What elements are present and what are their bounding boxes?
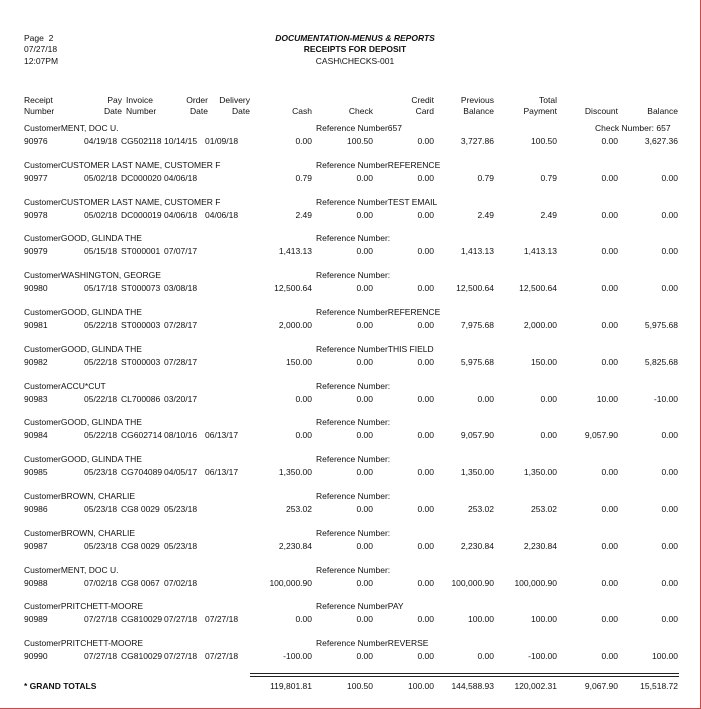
cell-check: 0.00 (356, 614, 373, 624)
cell-credit: 0.00 (417, 467, 434, 477)
cell-total: 253.02 (531, 504, 557, 514)
reference-number: Reference NumberPAY (316, 601, 404, 611)
cell-delivery-date: 04/06/18 (205, 210, 239, 220)
cell-previous: 7,975.68 (460, 320, 494, 330)
cell-invoice: CG602714 (121, 430, 163, 440)
cell-previous: 1,350.00 (460, 467, 494, 477)
cell-pay-date: 05/02/18 (84, 173, 118, 183)
cell-order-date: 05/23/18 (164, 504, 198, 514)
report-time: 12:07PM (24, 56, 59, 66)
cell-invoice: ST000001 (121, 246, 161, 256)
cell-credit: 0.00 (417, 357, 434, 367)
header-discount: Discount (584, 106, 618, 116)
cell-credit: 0.00 (417, 210, 434, 220)
customer-name: CustomerCUSTOMER LAST NAME, CUSTOMER F (24, 160, 221, 170)
cell-check: 0.00 (356, 210, 373, 220)
report-date: 07/27/18 (24, 44, 58, 54)
cell-cash: 0.79 (295, 173, 312, 183)
cell-order-date: 07/02/18 (164, 578, 198, 588)
cell-receipt: 90986 (24, 504, 48, 514)
cell-discount: 9,057.90 (584, 430, 618, 440)
cell-order-date: 03/20/17 (164, 394, 198, 404)
cell-receipt: 90989 (24, 614, 48, 624)
cell-receipt: 90979 (24, 246, 48, 256)
customer-name: CustomerMENT, DOC U. (24, 565, 119, 575)
header-total-1: Total (539, 95, 557, 105)
cell-discount: 0.00 (601, 210, 618, 220)
customer-name: CustomerGOOD, GLINDA THE (24, 233, 142, 243)
header-receipt-1: Receipt (24, 95, 53, 105)
cell-balance: 0.00 (661, 283, 678, 293)
cell-total: 100,000.90 (514, 578, 557, 588)
cell-balance: 0.00 (661, 246, 678, 256)
customer-name: CustomerACCU*CUT (24, 381, 106, 391)
cell-discount: 0.00 (601, 651, 618, 661)
cell-order-date: 07/28/17 (164, 357, 198, 367)
cell-discount: 0.00 (601, 246, 618, 256)
reference-number: Reference Number657 (316, 123, 402, 133)
cell-previous: 100,000.90 (451, 578, 494, 588)
cell-invoice: DC000020 (121, 173, 162, 183)
header-credit-2: Card (415, 106, 434, 116)
reference-number: Reference Number: (316, 233, 391, 243)
cell-cash: 253.02 (286, 504, 312, 514)
cell-delivery-date: 01/09/18 (205, 136, 239, 146)
cell-invoice: CL700086 (121, 394, 161, 404)
cell-pay-date: 05/22/18 (84, 357, 118, 367)
cell-previous: 2.49 (477, 210, 494, 220)
cell-cash: 0.00 (295, 136, 312, 146)
cell-total: 100.50 (531, 136, 557, 146)
cell-cash: 1,413.13 (278, 246, 312, 256)
cell-cash: 2.49 (295, 210, 312, 220)
cell-balance: 0.00 (661, 210, 678, 220)
total-cash: 119,801.81 (270, 681, 312, 691)
cell-pay-date: 07/27/18 (84, 651, 118, 661)
cell-discount: 0.00 (601, 541, 618, 551)
header-cash: Cash (292, 106, 312, 116)
cell-total: 0.00 (540, 394, 557, 404)
page-indicator (24, 33, 53, 43)
cell-receipt: 90987 (24, 541, 48, 551)
cell-receipt: 90984 (24, 430, 48, 440)
cell-check: 0.00 (356, 504, 373, 514)
cell-invoice: CG502118 (121, 136, 162, 146)
cell-order-date: 04/06/18 (164, 210, 198, 220)
cell-total: 100.00 (531, 614, 557, 624)
cell-previous: 0.00 (477, 394, 494, 404)
cell-credit: 0.00 (417, 651, 434, 661)
cell-credit: 0.00 (417, 578, 434, 588)
cell-balance: 0.00 (661, 173, 678, 183)
cell-total: 2,230.84 (523, 541, 557, 551)
total-check: 100.50 (347, 681, 373, 691)
reference-number: Reference Number: (316, 491, 391, 501)
customer-name: CustomerBROWN, CHARLIE (24, 528, 135, 538)
cell-cash: 0.00 (295, 614, 312, 624)
customer-name: CustomerPRITCHETT-MOORE (24, 638, 144, 648)
cell-check: 0.00 (356, 173, 373, 183)
cell-pay-date: 05/22/18 (84, 394, 118, 404)
cell-credit: 0.00 (417, 246, 434, 256)
cell-balance: 0.00 (661, 578, 678, 588)
reference-number: Reference NumberREFERENCE (316, 160, 441, 170)
cell-credit: 0.00 (417, 283, 434, 293)
header-balance: Balance (647, 106, 678, 116)
header-credit-1: Credit (411, 95, 434, 105)
cell-balance: 0.00 (661, 541, 678, 551)
cell-previous: 12,500.64 (456, 283, 494, 293)
cell-previous: 253.02 (468, 504, 494, 514)
header-check: Check (348, 106, 373, 116)
header-pay-1: Pay (107, 95, 122, 105)
customer-name: CustomerMENT, DOC U. (24, 123, 119, 133)
cell-previous: 2,230.84 (460, 541, 494, 551)
cell-total: 1,413.13 (523, 246, 557, 256)
cell-receipt: 90982 (24, 357, 48, 367)
total-credit: 100.00 (408, 681, 434, 691)
cell-invoice: ST000003 (121, 357, 161, 367)
reference-number: Reference Number: (316, 417, 391, 427)
cell-credit: 0.00 (417, 430, 434, 440)
customer-name: CustomerPRITCHETT-MOORE (24, 601, 144, 611)
header-delivery-2: Date (232, 106, 250, 116)
cell-invoice: DC000019 (121, 210, 162, 220)
cell-delivery-date: 07/27/18 (205, 614, 239, 624)
cell-total: 2,000.00 (523, 320, 557, 330)
cell-pay-date: 05/02/18 (84, 210, 118, 220)
cell-total: 1,350.00 (523, 467, 557, 477)
header-order-2: Date (190, 106, 208, 116)
cell-receipt: 90980 (24, 283, 48, 293)
cell-previous: 100.00 (468, 614, 494, 624)
cell-invoice: CG8 0067 (121, 578, 160, 588)
header-previous-2: Balance (463, 106, 494, 116)
cell-discount: 0.00 (601, 578, 618, 588)
reference-number: Reference Number: (316, 528, 391, 538)
cell-check: 0.00 (356, 320, 373, 330)
cell-check: 0.00 (356, 394, 373, 404)
cell-invoice: CG704089 (121, 467, 163, 477)
cell-order-date: 04/06/18 (164, 173, 198, 183)
header-invoice-2: Number (126, 106, 157, 116)
cell-cash: 100,000.90 (269, 578, 312, 588)
cell-delivery-date: 07/27/18 (205, 651, 239, 661)
cell-pay-date: 04/19/18 (84, 136, 118, 146)
cell-order-date: 04/05/17 (164, 467, 198, 477)
totals-rule-bottom (250, 676, 679, 677)
reference-number: Reference NumberTHIS FIELD (316, 344, 434, 354)
total-previous: 144,588.93 (451, 681, 494, 691)
customer-name: CustomerBROWN, CHARLIE (24, 491, 135, 501)
customer-name: CustomerGOOD, GLINDA THE (24, 307, 142, 317)
cell-total: 0.79 (540, 173, 557, 183)
cell-balance: 0.00 (661, 430, 678, 440)
reference-number: Reference NumberREVERSE (316, 638, 429, 648)
cell-discount: 0.00 (601, 614, 618, 624)
total-balance: 15,518.72 (640, 681, 678, 691)
cell-discount: 0.00 (601, 136, 618, 146)
report-subtitle: RECEIPTS FOR DEPOSIT (303, 44, 407, 54)
cell-invoice: ST000003 (121, 320, 161, 330)
cell-pay-date: 05/17/18 (84, 283, 118, 293)
cell-credit: 0.00 (417, 504, 434, 514)
cell-order-date: 08/10/16 (164, 430, 198, 440)
cell-check: 100.50 (347, 136, 373, 146)
cell-invoice: CG8 0029 (121, 541, 160, 551)
cell-previous: 5,975.68 (460, 357, 494, 367)
cell-balance: 5,975.68 (644, 320, 678, 330)
cell-receipt: 90976 (24, 136, 48, 146)
cell-total: 0.00 (540, 430, 557, 440)
customer-name: CustomerGOOD, GLINDA THE (24, 454, 142, 464)
reference-number: Reference NumberTEST EMAIL (316, 197, 438, 207)
cell-credit: 0.00 (417, 614, 434, 624)
customer-name: CustomerGOOD, GLINDA THE (24, 344, 142, 354)
cell-pay-date: 05/22/18 (84, 430, 118, 440)
cell-pay-date: 05/22/18 (84, 320, 118, 330)
header-delivery-1: Delivery (219, 95, 250, 105)
cell-balance: 3,627.36 (644, 136, 678, 146)
cell-cash: 12,500.64 (274, 283, 312, 293)
cell-check: 0.00 (356, 541, 373, 551)
cell-cash: 0.00 (295, 394, 312, 404)
check-number: Check Number: 657 (595, 123, 671, 133)
cell-receipt: 90983 (24, 394, 48, 404)
cell-credit: 0.00 (417, 136, 434, 146)
cell-discount: 0.00 (601, 357, 618, 367)
cell-order-date: 07/07/17 (164, 246, 198, 256)
cell-check: 0.00 (356, 357, 373, 367)
customer-name: CustomerGOOD, GLINDA THE (24, 417, 142, 427)
cell-check: 0.00 (356, 430, 373, 440)
cell-order-date: 07/27/18 (164, 614, 198, 624)
cell-previous: 9,057.90 (460, 430, 494, 440)
cell-delivery-date: 06/13/17 (205, 467, 239, 477)
cell-balance: 0.00 (661, 504, 678, 514)
reference-number: Reference Number: (316, 565, 391, 575)
cell-previous: 0.00 (477, 651, 494, 661)
cell-balance: 100.00 (652, 651, 678, 661)
cell-order-date: 10/14/15 (164, 136, 198, 146)
cell-cash: 0.00 (295, 430, 312, 440)
cell-check: 0.00 (356, 283, 373, 293)
cell-invoice: CG8 0029 (121, 504, 160, 514)
cell-order-date: 05/23/18 (164, 541, 198, 551)
cell-order-date: 07/28/17 (164, 320, 198, 330)
grand-totals-label: * GRAND TOTALS (24, 681, 97, 691)
cell-total: 12,500.64 (519, 283, 557, 293)
cell-receipt: 90978 (24, 210, 48, 220)
header-total-2: Payment (523, 106, 557, 116)
total-discount: 9,067.90 (584, 681, 618, 691)
header-pay-2: Date (104, 106, 122, 116)
page-number: 2 (48, 33, 54, 43)
header-receipt-2: Number (24, 106, 55, 116)
cell-discount: 0.00 (601, 283, 618, 293)
cell-discount: 0.00 (601, 504, 618, 514)
cell-cash: 2,230.84 (278, 541, 312, 551)
cell-receipt: 90977 (24, 173, 48, 183)
cell-discount: 10.00 (596, 394, 618, 404)
cell-receipt: 90990 (24, 651, 48, 661)
cell-invoice: ST000073 (121, 283, 161, 293)
cell-check: 0.00 (356, 578, 373, 588)
reference-number: Reference Number: (316, 454, 391, 464)
cell-credit: 0.00 (417, 320, 434, 330)
cell-delivery-date: 06/13/17 (205, 430, 239, 440)
report-account: CASH\CHECKS-001 (315, 56, 395, 66)
cell-pay-date: 05/15/18 (84, 246, 118, 256)
reference-number: Reference NumberREFERENCE (316, 307, 441, 317)
cell-pay-date: 05/23/18 (84, 541, 118, 551)
cell-credit: 0.00 (417, 541, 434, 551)
header-invoice-1: Invoice (126, 95, 153, 105)
cell-pay-date: 07/02/18 (84, 578, 118, 588)
cell-check: 0.00 (356, 467, 373, 477)
cell-pay-date: 07/27/18 (84, 614, 118, 624)
cell-discount: 0.00 (601, 467, 618, 477)
cell-credit: 0.00 (417, 173, 434, 183)
cell-discount: 0.00 (601, 173, 618, 183)
cell-invoice: CG810029 (121, 651, 163, 661)
cell-total: 2.49 (540, 210, 557, 220)
cell-balance: 5,825.68 (644, 357, 678, 367)
cell-cash: 1,350.00 (278, 467, 312, 477)
cell-previous: 0.79 (477, 173, 494, 183)
reference-number: Reference Number: (316, 381, 391, 391)
total-payment: 120,002.31 (514, 681, 557, 691)
cell-receipt: 90985 (24, 467, 48, 477)
reference-number: Reference Number: (316, 270, 391, 280)
cell-check: 0.00 (356, 651, 373, 661)
page-label: Page (24, 33, 44, 43)
totals-rule-top (250, 673, 679, 674)
cell-invoice: CG810029 (121, 614, 163, 624)
cell-receipt: 90981 (24, 320, 48, 330)
cell-previous: 1,413.13 (460, 246, 494, 256)
cell-previous: 3,727.86 (460, 136, 494, 146)
cell-check: 0.00 (356, 246, 373, 256)
cell-pay-date: 05/23/18 (84, 467, 118, 477)
cell-order-date: 07/27/18 (164, 651, 198, 661)
report-title: DOCUMENTATION-MENUS & REPORTS (275, 33, 435, 43)
cell-discount: 0.00 (601, 320, 618, 330)
cell-order-date: 03/08/18 (164, 283, 198, 293)
customer-name: CustomerWASHINGTON, GEORGE (24, 270, 161, 280)
cell-pay-date: 05/23/18 (84, 504, 118, 514)
cell-receipt: 90988 (24, 578, 48, 588)
cell-balance: 0.00 (661, 467, 678, 477)
cell-total: -100.00 (528, 651, 557, 661)
cell-cash: 150.00 (286, 357, 312, 367)
cell-cash: -100.00 (283, 651, 312, 661)
cell-cash: 2,000.00 (278, 320, 312, 330)
header-order-1: Order (186, 95, 208, 105)
cell-balance: 0.00 (661, 614, 678, 624)
cell-credit: 0.00 (417, 394, 434, 404)
cell-balance: -10.00 (653, 394, 678, 404)
customer-name: CustomerCUSTOMER LAST NAME, CUSTOMER F (24, 197, 221, 207)
cell-total: 150.00 (531, 357, 557, 367)
header-previous-1: Previous (460, 95, 494, 105)
